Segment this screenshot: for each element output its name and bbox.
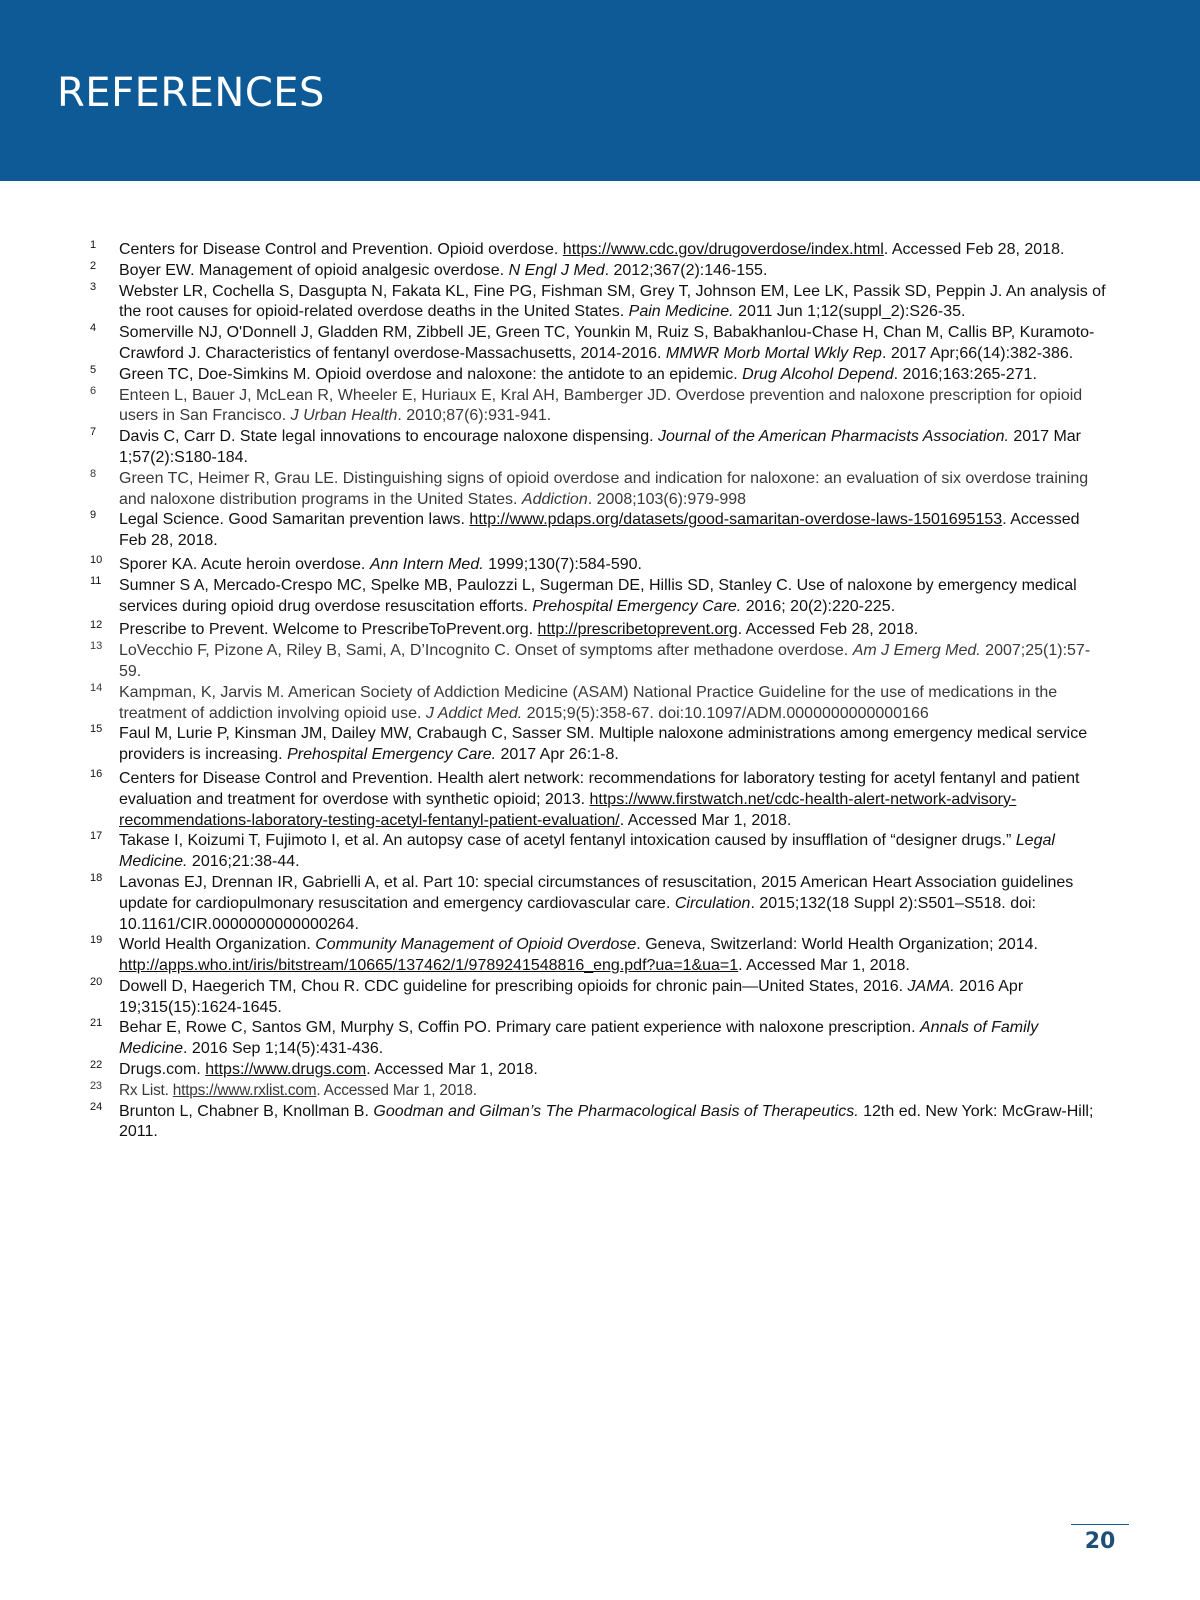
reference-source: Am J Emerg Med. bbox=[852, 642, 981, 660]
reference-text: Sporer KA. Acute heroin overdose. bbox=[119, 555, 370, 573]
reference-item bbox=[90, 555, 1110, 576]
reference-text: Boyer EW. Management of opioid analgesic overdose. bbox=[119, 261, 509, 279]
reference-item bbox=[90, 873, 1110, 935]
reference-source: Ann Intern Med. bbox=[369, 555, 484, 573]
reference-number: 2 bbox=[90, 259, 97, 272]
reference-text: 2017 Apr 26:1-8. bbox=[496, 746, 619, 764]
reference-text: Sumner S A, Mercado-Crespo MC, Spelke MB, Paulozzi L, Sugerman DE, Hillis SD, Stanley C. Use of naloxone by emergency medical services during opioid drug overdose resuscitation efforts. bbox=[119, 576, 1077, 615]
reference-text: 2015;9(5):358-67. doi:10.1097/ADM.0000000000000166 bbox=[522, 704, 929, 722]
reference-source: JAMA. bbox=[907, 977, 955, 995]
reference-item bbox=[90, 240, 1110, 261]
reference-link[interactable]: http://www.pdaps.org/datasets/good-samaritan-overdose-laws-1501695153 bbox=[469, 511, 1003, 529]
reference-item bbox=[90, 386, 1110, 428]
reference-item bbox=[90, 683, 1110, 725]
reference-text: Davis C, Carr D. State legal innovations to encourage naloxone dispensing. bbox=[119, 428, 658, 446]
reference-source: N Engl J Med bbox=[508, 261, 605, 279]
reference-source: Annals of Family Medicine bbox=[119, 1019, 1039, 1058]
reference-text: . Accessed Feb 28, 2018. bbox=[883, 241, 1065, 258]
reference-item bbox=[90, 977, 1110, 1019]
reference-text: Webster LR, Cochella S, Dasgupta N, Fakata KL, Fine PG, Fishman SM, Grey T, Johnson EM, Lee LK, Passik SD, Peppin J. An analysis of the root causes for opioid-related overdose deaths in the United States. bbox=[119, 282, 1106, 321]
reference-item bbox=[90, 365, 1110, 386]
reference-text: . Accessed Mar 1, 2018. bbox=[619, 811, 792, 829]
reference-source: J Urban Health bbox=[290, 407, 398, 425]
reference-item bbox=[90, 469, 1110, 511]
reference-number: 9 bbox=[90, 509, 97, 522]
reference-source: Drug Alcohol Depend bbox=[742, 365, 894, 383]
reference-source: Legal Medicine. bbox=[119, 832, 1055, 871]
reference-number: 18 bbox=[90, 871, 103, 884]
reference-text: . Geneva, Switzerland: World Health Organization; 2014. bbox=[636, 936, 1038, 954]
reference-link[interactable]: https://www.firstwatch.net/cdc-health-alert-network-advisory-recommendations-laboratory-testing-acetyl-fentanyl-patient-evaluation/ bbox=[119, 790, 1017, 829]
reference-text: Centers for Disease Control and Prevention. Health alert network: recommendations for laboratory testing for acetyl fentanyl and patient evaluation and treatment for overdose with synthetic opioid; 2013. bbox=[119, 769, 1080, 808]
reference-number: 5 bbox=[90, 363, 97, 376]
reference-text: Green TC, Heimer R, Grau LE. Distinguishing signs of opioid overdose and indication for naloxone: an evaluation of six overdose training and naloxone distribution programs in the United States. bbox=[119, 469, 1089, 508]
reference-text: . Accessed Feb 28, 2018. bbox=[119, 511, 1080, 550]
reference-link[interactable]: http://prescribetoprevent.org bbox=[537, 621, 738, 639]
reference-text: Centers for Disease Control and Prevention. Opioid overdose. bbox=[119, 241, 563, 258]
reference-list bbox=[90, 240, 1110, 1143]
reference-text: Legal Science. Good Samaritan prevention laws. bbox=[119, 511, 470, 529]
reference-number: 10 bbox=[90, 553, 103, 566]
reference-number: 3 bbox=[90, 280, 97, 293]
reference-item bbox=[90, 510, 1110, 552]
reference-item bbox=[90, 282, 1110, 324]
reference-text: World Health Organization. bbox=[119, 936, 316, 954]
reference-text: . Accessed Feb 28, 2018. bbox=[737, 621, 919, 639]
reference-number: 4 bbox=[90, 322, 97, 335]
reference-text: Lavonas EJ, Drennan IR, Gabrielli A, et al. Part 10: special circumstances of resuscitation, 2015 American Heart Association guidelines update for cardiopulmonary resuscitation and emergency cardiovascular care. bbox=[119, 873, 1074, 912]
reference-text: 2016 Apr 19;315(15):1624-1645. bbox=[119, 977, 1024, 1016]
reference-number: 12 bbox=[90, 619, 103, 632]
reference-text: 1999;130(7):584-590. bbox=[483, 555, 642, 573]
reference-text: 2016; 20(2):220-225. bbox=[741, 597, 896, 615]
reference-source: J Addict Med. bbox=[425, 704, 523, 722]
reference-source: Prehospital Emergency Care. bbox=[287, 746, 497, 764]
reference-number: 17 bbox=[90, 830, 103, 843]
reference-text: Faul M, Lurie P, Kinsman JM, Dailey MW, Crabaugh C, Sasser SM. Multiple naloxone administrations among emergency medical service providers is increasing. bbox=[119, 725, 1088, 764]
reference-source: Goodman and Gilman’s The Pharmacological Basis of Therapeutics. bbox=[373, 1102, 859, 1120]
reference-source: Journal of the American Pharmacists Association. bbox=[657, 428, 1009, 446]
reference-number: 23 bbox=[90, 1079, 102, 1092]
reference-item bbox=[90, 620, 1110, 641]
reference-number: 13 bbox=[90, 640, 103, 653]
reference-text: Takase I, Koizumi T, Fujimoto I, et al. An autopsy case of acetyl fentanyl intoxication caused by insufflation of “designer drugs.” bbox=[119, 832, 1016, 850]
reference-item bbox=[90, 427, 1110, 469]
reference-number: 20 bbox=[90, 975, 103, 988]
reference-text: . 2012;367(2):146-155. bbox=[604, 261, 768, 279]
reference-text: 2007;25(1):57-59. bbox=[119, 642, 1091, 680]
page-number: 20 bbox=[1084, 1529, 1116, 1554]
reference-text: LoVecchio F, Pizone A, Riley B, Sami, A, D’Incognito C. Onset of symptoms after methadone overdose. bbox=[119, 642, 853, 660]
reference-text: 2016;21:38-44. bbox=[187, 853, 300, 871]
reference-item bbox=[90, 1018, 1110, 1060]
reference-number: 22 bbox=[90, 1059, 103, 1072]
reference-item bbox=[90, 1081, 1110, 1102]
reference-text: Behar E, Rowe C, Santos GM, Murphy S, Coffin PO. Primary care patient experience with naloxone prescription. bbox=[119, 1019, 920, 1037]
reference-item bbox=[90, 831, 1110, 873]
reference-text: Drugs.com. bbox=[119, 1061, 206, 1079]
reference-number: 1 bbox=[90, 239, 97, 251]
reference-item bbox=[90, 769, 1110, 831]
reference-number: 24 bbox=[90, 1100, 103, 1113]
reference-text: Green TC, Doe-Simkins M. Opioid overdose and naloxone: the antidote to an epidemic. bbox=[119, 365, 743, 383]
page-title: REFERENCES bbox=[57, 70, 325, 116]
reference-number: 16 bbox=[90, 767, 103, 780]
reference-link[interactable]: https://www.rxlist.com bbox=[172, 1081, 317, 1099]
reference-link[interactable]: https://www.cdc.gov/drugoverdose/index.html bbox=[562, 241, 884, 258]
reference-text: . Accessed Mar 1, 2018. bbox=[738, 957, 910, 975]
footer-rule bbox=[1071, 1524, 1129, 1525]
reference-item bbox=[90, 1060, 1110, 1081]
header-banner bbox=[0, 0, 1200, 181]
reference-text: . 2016;163:265-271. bbox=[893, 365, 1037, 383]
reference-item bbox=[90, 641, 1110, 683]
reference-number: 8 bbox=[90, 467, 97, 480]
reference-text: Brunton L, Chabner B, Knollman B. bbox=[119, 1102, 374, 1120]
reference-source: Community Management of Opioid Overdose bbox=[315, 936, 637, 954]
reference-text: Dowell D, Haegerich TM, Chou R. CDC guideline for prescribing opioids for chronic pain—United States, 2016. bbox=[119, 977, 908, 995]
reference-text: 12th ed. New York: McGraw-Hill; 2011. bbox=[119, 1102, 1094, 1141]
reference-text: . 2016 Sep 1;14(5):431-436. bbox=[183, 1040, 384, 1058]
reference-text: . Accessed Mar 1, 2018. bbox=[316, 1081, 477, 1099]
reference-text: Kampman, K, Jarvis M. American Society of Addiction Medicine (ASAM) National Practice Guideline for the use of medications in the treatment of addiction involving opioid use. bbox=[119, 683, 1058, 722]
reference-text: . Accessed Mar 1, 2018. bbox=[366, 1061, 538, 1079]
reference-link[interactable]: http://apps.who.int/iris/bitstream/10665/137462/1/9789241548816_eng.pdf?ua=1&ua=1 bbox=[119, 957, 739, 975]
reference-item bbox=[90, 323, 1110, 365]
reference-text: 2017 Mar 1;57(2):S180-184. bbox=[119, 428, 1081, 466]
reference-source: Prehospital Emergency Care. bbox=[532, 597, 742, 615]
reference-source: MMWR Morb Mortal Wkly Rep bbox=[665, 344, 882, 362]
reference-number: 7 bbox=[90, 426, 97, 439]
reference-number: 14 bbox=[90, 681, 103, 694]
reference-item bbox=[90, 724, 1110, 766]
reference-text: Rx List. bbox=[119, 1081, 173, 1099]
reference-number: 19 bbox=[90, 934, 103, 947]
reference-text: . 2008;103(6):979-998 bbox=[587, 490, 747, 508]
reference-number: 21 bbox=[90, 1017, 103, 1030]
reference-number: 11 bbox=[90, 574, 102, 587]
reference-number: 6 bbox=[90, 384, 97, 397]
reference-item bbox=[90, 1102, 1110, 1144]
reference-text: 2011 Jun 1;12(suppl_2):S26-35. bbox=[733, 303, 966, 321]
reference-text: Enteen L, Bauer J, McLean R, Wheeler E, Huriaux E, Kral AH, Bamberger JD. Overdose prevention and naloxone prescription for opioid users in San Francisco. bbox=[119, 386, 1083, 425]
reference-item bbox=[90, 935, 1110, 977]
reference-item bbox=[90, 261, 1110, 282]
reference-link[interactable]: https://www.drugs.com bbox=[205, 1061, 367, 1079]
reference-source: Pain Medicine. bbox=[628, 303, 734, 321]
reference-text: . 2010;87(6):931-941. bbox=[397, 407, 552, 425]
reference-text: . 2015;132(18 Suppl 2):S501–S518. doi: 10.1161/CIR.0000000000000264. bbox=[119, 894, 1036, 933]
reference-source: Addiction bbox=[521, 490, 588, 508]
reference-source: Circulation bbox=[674, 894, 751, 912]
reference-text: Somerville NJ, O'Donnell J, Gladden RM, Zibbell JE, Green TC, Younkin M, Ruiz S, Babakhanlou-Chase H, Chan M, Callis BP, Kuramoto-Crawford J. Characteristics of fentanyl overdose-Massachusetts, 2014-2016. bbox=[119, 324, 1095, 362]
reference-number: 15 bbox=[90, 723, 103, 736]
reference-item bbox=[90, 576, 1110, 618]
reference-text: . 2017 Apr;66(14):382-386. bbox=[881, 344, 1074, 362]
reference-text: Prescribe to Prevent. Welcome to PrescribeToPrevent.org. bbox=[119, 621, 538, 639]
